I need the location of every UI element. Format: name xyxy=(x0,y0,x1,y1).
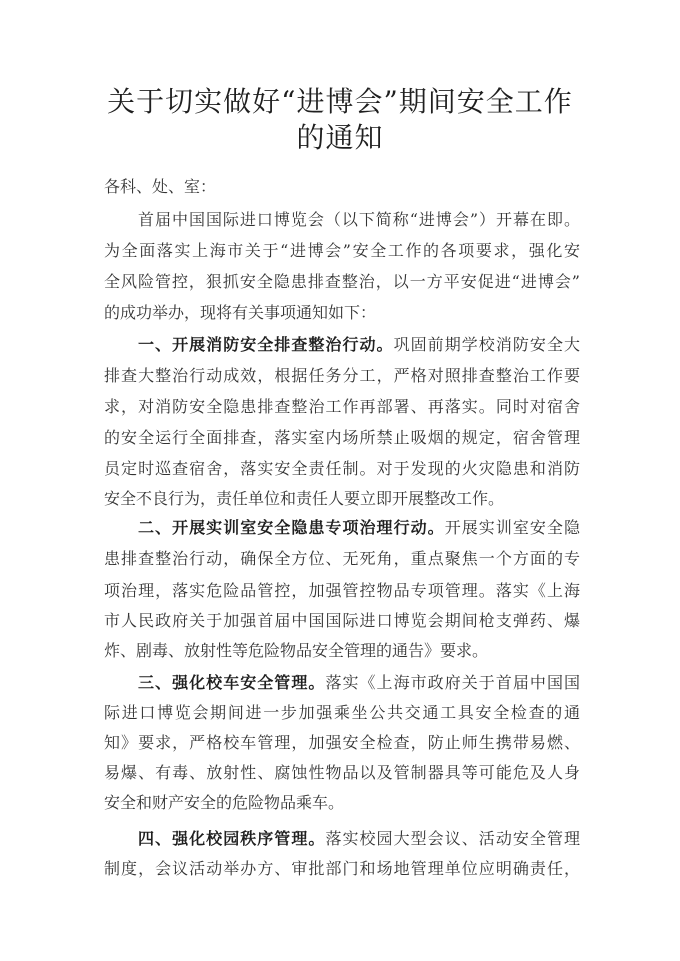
section-4-line: 制度，会议活动举办方、审批部门和场地管理单位应明确责任， xyxy=(104,859,580,878)
section-3-line: 安全和财产安全的危险物品乘车。 xyxy=(104,793,345,812)
section-4-text: 落实校园大型会议、活动安全管理 xyxy=(325,829,580,848)
section-2-heading: 二、开展实训室安全隐患专项治理行动。 xyxy=(138,518,445,537)
intro-line: 为全面落实上海市关于“进博会”安全工作的各项要求，强化安 xyxy=(104,241,580,260)
section-1-line: 的安全运行全面排查，落实室内场所禁止吸烟的规定，宿舍管理 xyxy=(104,428,580,447)
section-3-line: 际进口博览会期间进一步加强乘坐公共交通工具安全检查的通 xyxy=(104,703,580,722)
section-3-line: 易爆、有毒、放射性、腐蚀性物品以及管制器具等可能危及人身 xyxy=(104,763,580,782)
section-3-line: 知》要求，严格校车管理，加强安全检查，防止师生携带易燃、 xyxy=(104,733,580,752)
section-1-line: 安全不良行为，责任单位和责任人要立即开展整改工作。 xyxy=(104,489,505,508)
section-1-line: 求，对消防安全隐患排查整治工作再部署、再落实。同时对宿舍 xyxy=(104,397,580,416)
section-1-line: 员定时巡查宿舍，落实安全责任制。对于发现的火灾隐患和消防 xyxy=(104,459,580,478)
section-3-text: 落实《上海市政府关于首届中国国 xyxy=(325,673,580,692)
section-4-heading: 四、强化校园秩序管理。 xyxy=(138,829,326,848)
salutation: 各科、处、室： xyxy=(104,177,217,196)
section-2-text: 开展实训室安全隐 xyxy=(444,518,580,537)
section-1-heading: 一、开展消防安全排查整治行动。 xyxy=(138,335,394,354)
document-title-line-1: 关于切实做好“进博会”期间安全工作 xyxy=(107,85,573,118)
intro-line: 全风险管控，狠抓安全隐患排查整治，以一方平安促进“进博会” xyxy=(104,272,580,291)
section-2-first-line xyxy=(138,517,580,539)
document-title-line-2: 的通知 xyxy=(296,121,384,154)
intro-line: 首届中国国际进口博览会（以下简称“进博会”）开幕在即。 xyxy=(138,210,580,229)
section-4-first-line xyxy=(138,828,580,850)
section-1-text: 巩固前期学校消防安全大 xyxy=(393,335,580,354)
section-1-line: 排查大整治行动成效，根据任务分工，严格对照排查整治工作要 xyxy=(104,366,580,385)
intro-line: 的成功举办，现将有关事项通知如下： xyxy=(104,303,377,322)
section-2-line: 项治理，落实危险品管控，加强管控物品专项管理。落实《上海 xyxy=(104,581,580,600)
section-2-line: 炸、剧毒、放射性等危险物品安全管理的通告》要求。 xyxy=(104,641,489,660)
section-3-first-line xyxy=(138,672,580,694)
section-2-line: 市人民政府关于加强首届中国国际进口博览会期间枪支弹药、爆 xyxy=(104,611,580,630)
section-3-heading: 三、强化校车安全管理。 xyxy=(138,673,326,692)
section-2-line: 患排查整治行动，确保全方位、无死角，重点聚焦一个方面的专 xyxy=(104,549,580,568)
section-1-first-line xyxy=(138,334,580,356)
